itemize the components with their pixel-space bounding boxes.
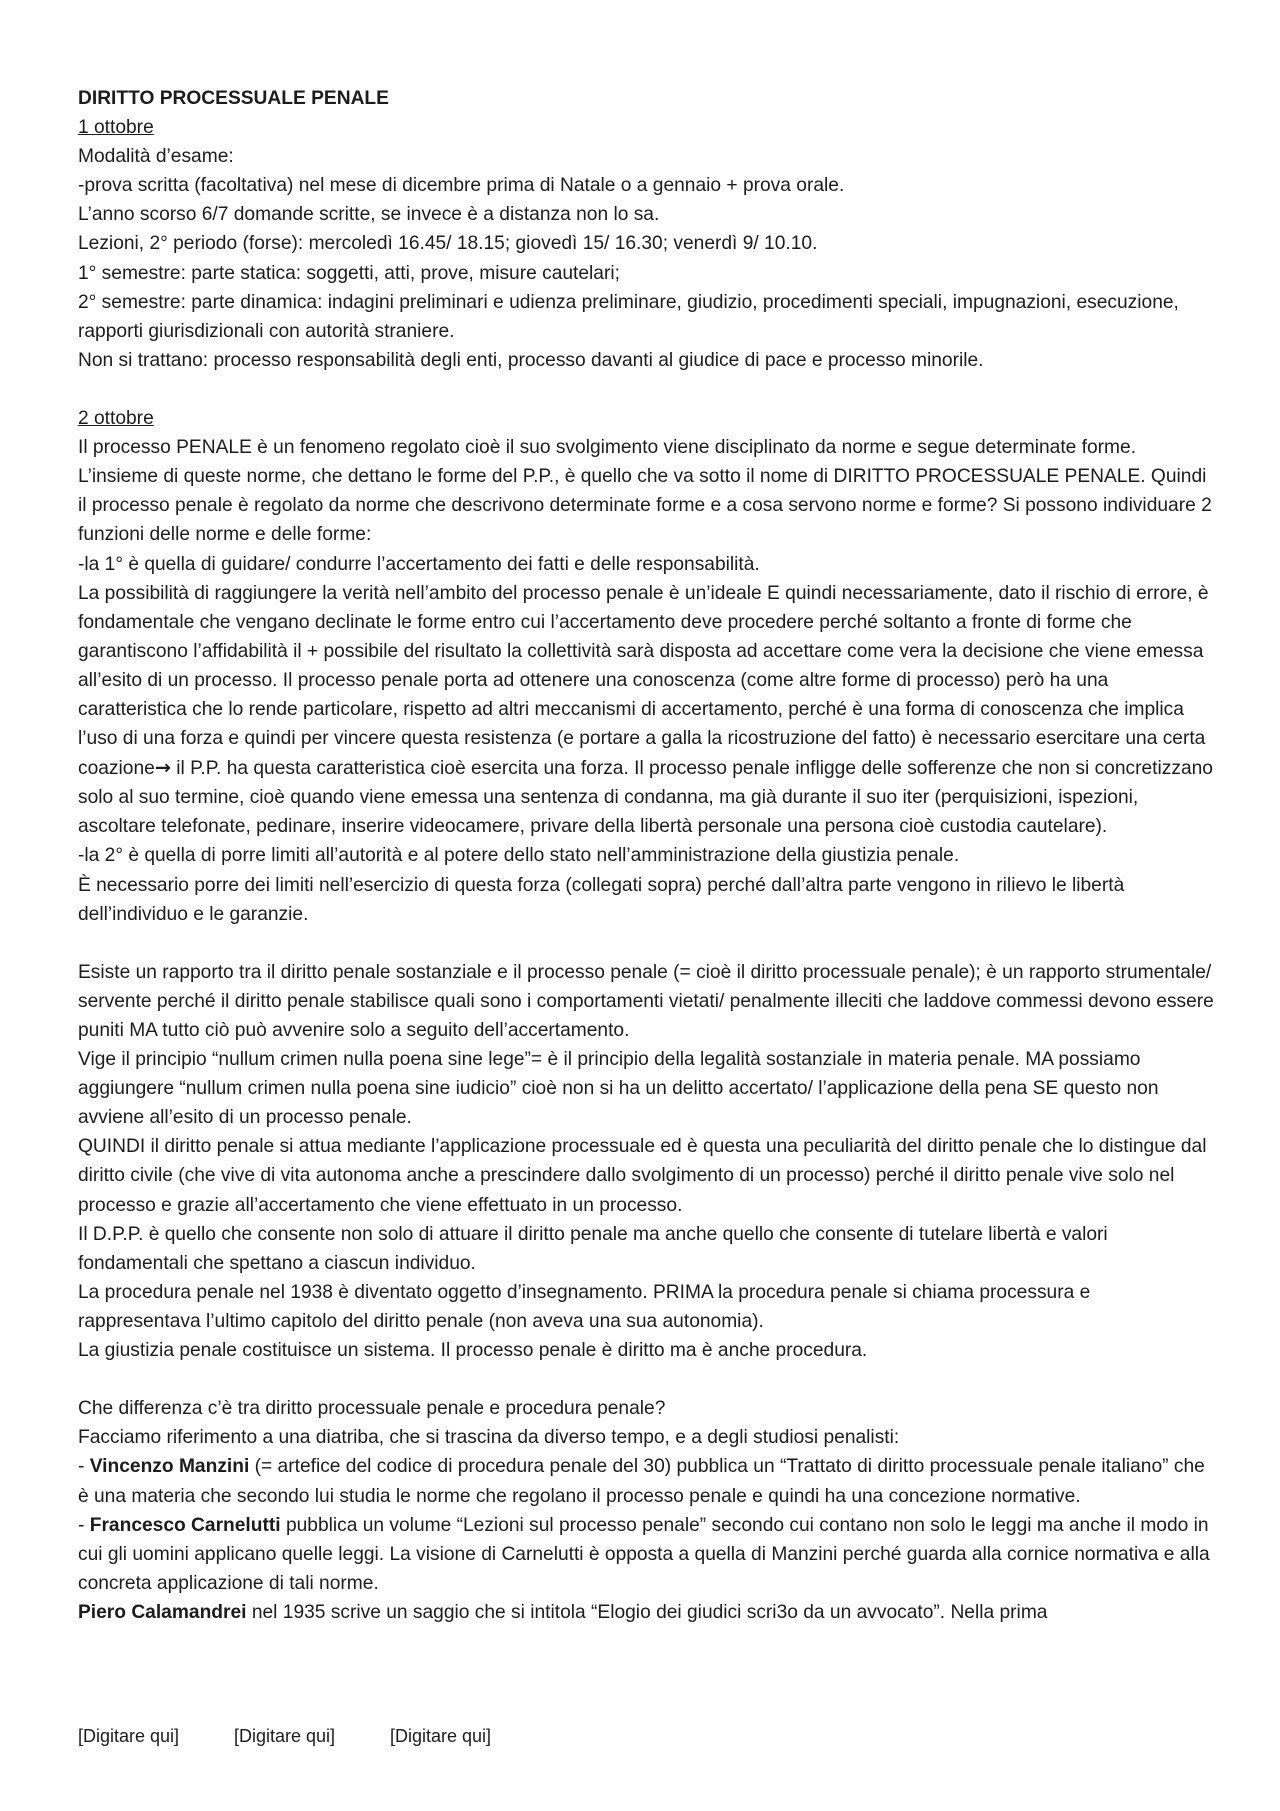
paragraph-text: La possibilità di raggiungere la verità nell’ambito del processo penale è un’ideale E quindi necessariamente, dato il rischio di errore, è fondamentale che vengano declinate le forme entro cui l’accertamento deve procedere perché soltanto a fronte di forme che garantiscono l’affidabilità il + possibile del risultato la collettività sarà disposta ad accettare come vera la decisione che viene emessa all’esito di un processo. Il processo penale porta ad ottenere una conoscenza (come altre forme di processo) però ha una caratteristica che lo rende particolare, rispetto ad altri meccanismi di accertamento, perché è una forma di conoscenza che implica l’uso di una forza e quindi per vincere questa resistenza (e portare a galla la ricostruzione del fatto) è necessario esercitare una certa coazione [78,582,1209,780]
paragraph: -prova scritta (facoltativa) nel mese di dicembre prima di Natale o a gennaio + prova orale. [78,175,845,197]
paragraph-text: pubblica un volume “Lezioni sul processo penale” secondo cui contano non solo le leggi ma anche il modo in cui gli uomini applicano quelle leggi. La visione di Carnelutti è opposta a quella di Manzini perché guarda alla cornice normativa e alla concreta applicazione di tali norme. [78,1514,1210,1594]
paragraph: Vige il principio “nullum crimen nulla poena sine lege”= è il principio della legalità sostanziale in materia penale. MA possiamo aggiungere “nullum crimen nulla poena sine iudicio” cioè non si ha un delitto accertato/ l’applicazione della pena SE questo non avviene all’esito di un processo penale. [78,1049,1159,1129]
paragraph-text: il P.P. ha questa caratteristica cioè esercita una forza. Il processo penale infligge delle sofferenze che non si concretizzano solo al suo termine, cioè quando viene emessa una sentenza di condanna, ma già durante il suo iter (perquisizioni, ispezioni, ascoltare telefonate, pedinare, inserire videocamere, privare della libertà personale una persona cioè custodia cautelare). [78,758,1213,838]
paragraph [78,1452,1218,1510]
author-name-manzini: Vincenzo Manzini [89,1456,250,1478]
blank-line [78,375,1218,404]
paragraph-text: (= artefice del codice di procedura penale del 30) pubblica un “Trattato di diritto processuale penale italiano” che è una materia che secondo lui studia le norme che regolano il processo penale e quindi ha una concezione normative. [78,1456,1205,1507]
paragraph [78,1598,1218,1627]
paragraph: È necessario porre dei limiti nell’esercizio di questa forza (collegati sopra) perché dall’altra parte vengono in rilievo le libertà dell’individuo e le garanzie. [78,874,1125,925]
paragraph: QUINDI il diritto penale si attua mediante l’applicazione processuale ed è questa una peculiarità del diritto penale che lo distingue dal diritto civile (che vive di vita autonoma anche a prescindere dallo svolgimento di un processo) perché il diritto penale vive solo nel processo e grazie all’accertamento che viene effettuato in un processo. [78,1136,1207,1216]
blank-line [78,929,1218,958]
document-page [78,84,1218,1627]
paragraph [78,579,1218,842]
arrow-icon: → [154,756,171,780]
paragraph: Non si trattano: processo responsabilità degli enti, processo davanti al giudice di pace e processo minorile. [78,349,984,371]
paragraph: -la 1° è quella di guidare/ condurre l’accertamento dei fatti e delle responsabilità. [78,553,760,575]
paragraph: Esiste un rapporto tra il diritto penale sostanziale e il processo penale (= cioè il diritto processuale penale); è un rapporto strumentale/ servente perché il diritto penale stabilisce quali sono i comportamenti vietati/ penalmente illeciti che laddove commessi devono essere puniti MA tutto ciò può avvenire solo a seguito dell’accertamento. [78,961,1214,1041]
paragraph: -la 2° è quella di porre limiti all’autorità e al potere dello stato nell’amministrazione della giustizia penale. [78,845,960,867]
blank-line [78,1365,1218,1394]
author-name-calamandrei: Piero Calamandrei [78,1601,247,1623]
paragraph: Che differenza c’è tra diritto processuale penale e procedura penale? [78,1398,666,1420]
paragraph: Il processo PENALE è un fenomeno regolato cioè il suo svolgimento viene disciplinato da norme e segue determinate forme. L’insieme di queste norme, che dettano le forme del P.P., è quello che va sotto il nome di DIRITTO PROCESSUALE PENALE. Quindi il processo penale è regolato da norme che descrivono determinate forme e a cosa servono norme e forme? Si possono individuare 2 funzioni delle norme e delle forme: [78,437,1212,546]
paragraph: Il D.P.P. è quello che consente non solo di attuare il diritto penale ma anche quello che consente di tutelare libertà e valori fondamentali che spettano a ciascun individuo. [78,1223,1108,1274]
footer-placeholder-right[interactable]: [Digitare qui] [390,1726,492,1746]
page-footer [78,1726,491,1747]
paragraph: 1° semestre: parte statica: soggetti, atti, prove, misure cautelari; [78,262,620,284]
paragraph: 2° semestre: parte dinamica: indagini preliminari e udienza preliminare, giudizio, procedimenti speciali, impugnazioni, esecuzione, rapporti giurisdizionali con autorità straniere. [78,291,1179,342]
paragraph: Facciamo riferimento a una diatriba, che si trascina da diverso tempo, e a degli studiosi penalisti: [78,1427,900,1449]
paragraph: La giustizia penale costituisce un sistema. Il processo penale è diritto ma è anche procedura. [78,1340,868,1362]
author-name-carnelutti: Francesco Carnelutti [89,1514,281,1536]
footer-placeholder-left[interactable]: [Digitare qui] [78,1726,180,1746]
footer-placeholder-center[interactable]: [Digitare qui] [234,1726,336,1746]
date-heading-1: 1 ottobre [78,117,154,139]
paragraph-text: nel 1935 scrive un saggio che si intitola “Elogio dei giudici scri3o da un avvocato”. Nella prima [246,1601,1048,1623]
bullet-dash: - [78,1456,90,1478]
bullet-dash: - [78,1514,90,1536]
paragraph: L’anno scorso 6/7 domande scritte, se invece è a distanza non lo sa. [78,204,660,226]
paragraph [78,1511,1218,1598]
paragraph: Lezioni, 2° periodo (forse): mercoledì 16.45/ 18.15; giovedì 15/ 16.30; venerdì 9/ 10.10. [78,233,818,255]
paragraph: Modalità d’esame: [78,146,234,168]
date-heading-2: 2 ottobre [78,408,154,430]
document-title: DIRITTO PROCESSUALE PENALE [78,88,389,109]
paragraph: La procedura penale nel 1938 è diventato oggetto d’insegnamento. PRIMA la procedura penale si chiama processura e rappresentava l’ultimo capitolo del diritto penale (non aveva una sua autonomia). [78,1281,1091,1332]
